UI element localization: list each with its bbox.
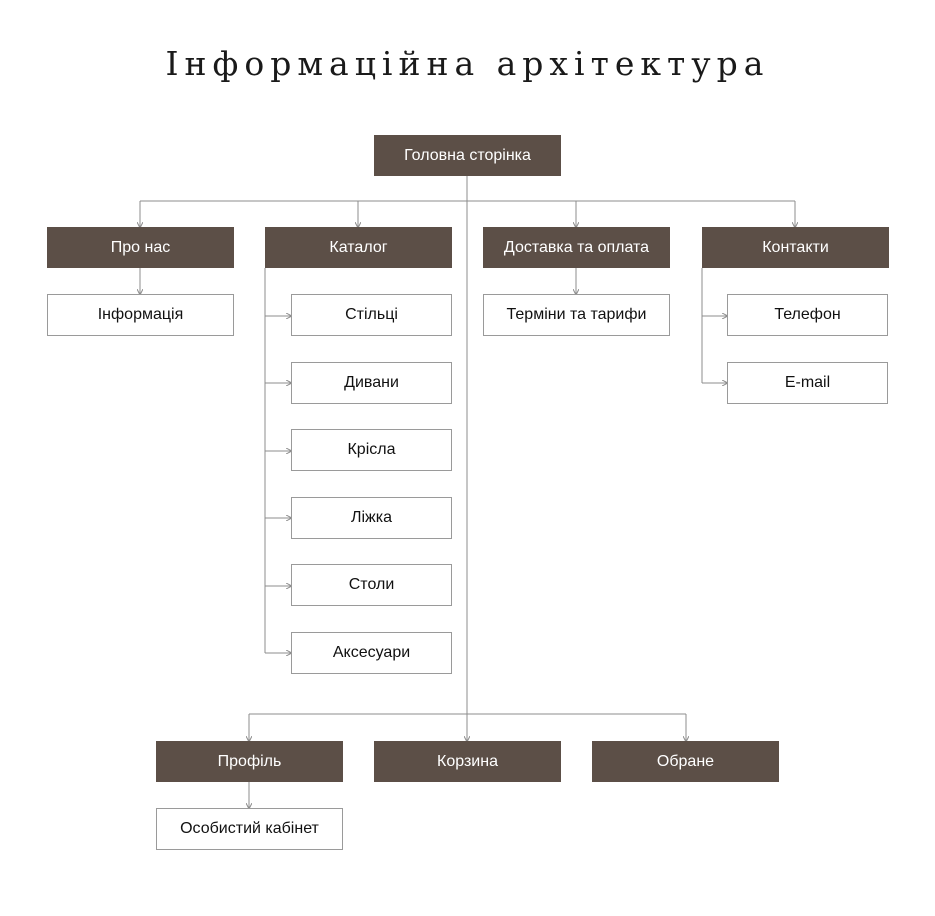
node-phone: Телефон [727, 294, 888, 336]
node-chairs: Стільці [291, 294, 452, 336]
node-profile: Профіль [156, 741, 343, 782]
node-tables: Столи [291, 564, 452, 606]
node-terms: Терміни та тарифи [483, 294, 670, 336]
node-accessories: Аксесуари [291, 632, 452, 674]
node-delivery: Доставка та оплата [483, 227, 670, 268]
node-email: E-mail [727, 362, 888, 404]
node-info: Інформація [47, 294, 234, 336]
node-sofas: Дивани [291, 362, 452, 404]
node-cart: Корзина [374, 741, 561, 782]
node-contacts: Контакти [702, 227, 889, 268]
node-favorites: Обране [592, 741, 779, 782]
node-home: Головна сторінка [374, 135, 561, 176]
node-about: Про нас [47, 227, 234, 268]
node-armchairs: Крісла [291, 429, 452, 471]
node-beds: Ліжка [291, 497, 452, 539]
page-title: Інформаційна архітектура [165, 44, 770, 83]
node-catalog: Каталог [265, 227, 452, 268]
node-personal-account: Особистий кабінет [156, 808, 343, 850]
